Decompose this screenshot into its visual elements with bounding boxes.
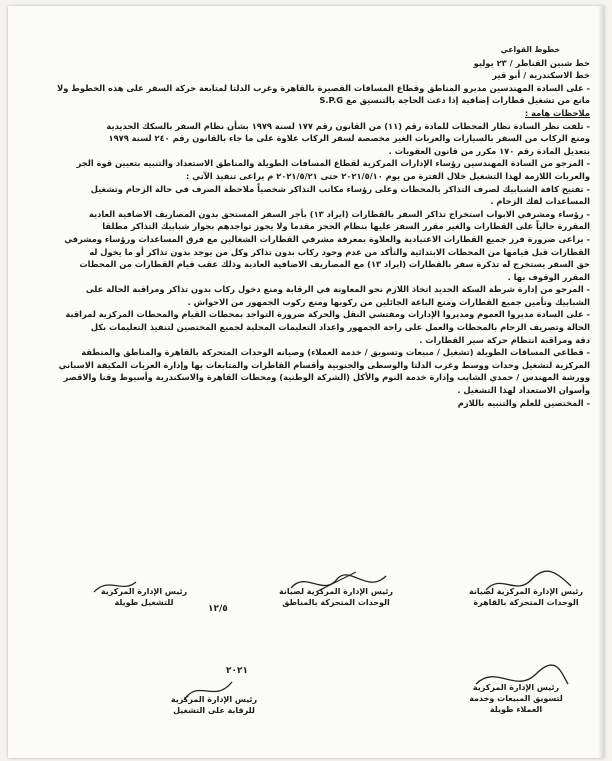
header-line: مانع من تشغيل قطارات إضافية إذا دعت الحاجة بالتنسيق مع S.P.G [319,95,590,106]
memo-body [22,44,590,409]
signature-block [8,578,604,758]
body-line: المركزية لتشغيل وحدات ووسط وغرب الدلتا والوسطى والجنوبية وأقسام القاطرات والمتابعات بها وإدارة العربات المكيفة الاسباني [58,359,590,370]
body-line: الحالة وتصريف الزحام بالمحطات والعمل على راحة الجمهور واعداد التعليمات المحلية لجميع المختصين لتنفيذ التعليمات بكل [90,322,590,333]
body-line: - رؤساء ومشرفي الابواب استخراج تذاكر السفر بالقطارات (ايراد ١٣) بأجر السفر المستحق بدون المصاريف الاضافية العادية [88,208,590,219]
signature-maintenance-cairo: رئيس الإدارة المركزية لصيانة الوحدات المتحركة بالقاهرة [466,586,586,608]
header-line: خطوط القواعي [500,45,560,54]
body-line: المساعدات لفك الزحام . [490,196,590,207]
body-line: الشبابيك وتأمين جميع القطارات ومنع الباعة الجائلين من ركوبها ومنع ركوب الجمهور من الاحواش . [187,296,590,307]
body-line: - يراعى ضرورة فرز جميع القطارات الاعتيادية والعلاوة بمعرفة مشرفي القطارات الشغالين مع فرق المساعدات ورؤساء ومشرفي [64,233,590,244]
signature-sales: رئيس الإدارة المركزية لتسويق المبيعات وخدمة العملاء طويلة [456,682,576,715]
handwritten-signature-icon [154,676,274,706]
body-line: - تلفت نظر السادة نظار المحطات للمادة رقم (١١) من القانون رقم ١٧٧ لسنة ١٩٧٩ بشأن نظام السفر بالسكك الحديدية [106,120,590,131]
body-line: ومنع الركاب من السفر بالسيارات والعربات الغير مخصصة لسفر الركاب علاوة على ما جاء بالقانون رقم ٢٤٠ لسنة ١٩٧٩ [108,133,590,144]
header-line: خط الاسكندرية / أبو قير [492,70,590,81]
signature-control: رئيس الإدارة المركزية للرقابة على التشغيل [154,694,274,716]
handwritten-signature-icon [456,664,576,694]
body-line: وورشة المهندس / حمدي الشايب وإدارة خدمة النوم والأكل (الشركة الوطنية) ومحطات القاهرة والاسكندرية وأسيوط وقنا والاقصر [63,372,590,383]
body-line: وأسوان الاستعداد لهذا التشغيل . [457,385,590,396]
handwritten-year: ٢٠٢١ [226,666,248,676]
document-page [8,6,604,758]
body-line: القطارات قبل قيامها من المحطات الابتدائية والتأكد من عدم وجود ركاب بدون تذاكر وكل من يوجد بدون تذاكر أو ما يخول له [89,246,590,257]
handwritten-signature-icon [84,568,204,598]
body-line: والعربات اللازمة لهذا التشغيل خلال الفترة من يوم ٢٠٢١/٥/١٠ حتى ٢٠٢١/٥/٢١ م يراعى تنفيذ الآتي : [186,170,590,181]
handwritten-signature-icon [276,568,396,598]
body-line: - المختصين للعلم والتنبيه باللازم [457,397,590,408]
body-lines [22,120,590,410]
body-line: المقررة حالياً على القطارات والغير مقرر السفر عليها بنظام الحجز مقدما ولا يجوز تواجدهم بجوار شبابيك التذاكر مطلقا [102,221,590,232]
handwritten-signature-icon [466,568,586,598]
body-line: بتعديل المادة رقم ١٧٠ مكرر من قانون العقوبات . [388,145,590,156]
body-line: - تفتيح كافة الشبابيك لصرف التذاكر بالمحطات وعلى رؤساء مكاتب التذاكر شخصياً ملاحظة الصرف في حالة الزحام وتشغيل [90,183,590,194]
body-line: المقرر الوقوف بها . [507,271,590,282]
body-line: - قطاعي المسافات الطويلة (تشغيل / مبيعات وتسويق / خدمة العملاء) وصيانه الوحدات المتحركة بالقاهرة والمناطق والمنطقة [81,347,590,358]
signature-operations: رئيس الإدارة المركزية للتشغيل طويلة [84,586,204,608]
header-line: - على السادة المهندسين مديرو المناطق وقطاع المسافات القصيرة بالقاهرة وغرب الدلتا لمتابعة حركة السفر على هذه الخطوط ولا [57,82,590,93]
body-line: دقة ومراقبة انتظام حركة سير القطارات . [419,334,590,345]
body-line: - المرجو من إدارة شرطة السكة الحديد اتخاذ اللازم نحو المعاونة في الرقابة ومنع دخول ركاب بدون تذاكر ومراقبة الحالة على [85,284,590,295]
body-line: حق السفر يستخرج له تذكرة سفر بالقطارات (ايراد ١٣) مع المصاريف الاضافية العادية وذلك عقب قيام القطارات من المحطات [79,259,590,270]
body-line: - المرجو من السادة المهندسين رؤساء الإدارات المركزية لقطاع المسافات الطويلة والمناطق الاستعداد والتنبيه بتعيين قوة الجر [76,158,590,169]
body-line: - على السادة مديروا العموم ومديروا الإدارات ومفتشي النقل والحركة ضرورة التواجد بمحطات القيام والمحطات المركزية لمراقبة [65,309,590,320]
handwritten-date: ١٢/٥ [208,604,228,614]
signature-maintenance-regions: رئيس الإدارة المركزية لصيانة الوحدات المتحركة بالمناطق [276,586,396,608]
notes-title: ملاحظات هامة : [524,107,590,118]
header-line: خط شبين القناطر / ٢٣ يوليو [473,57,590,68]
